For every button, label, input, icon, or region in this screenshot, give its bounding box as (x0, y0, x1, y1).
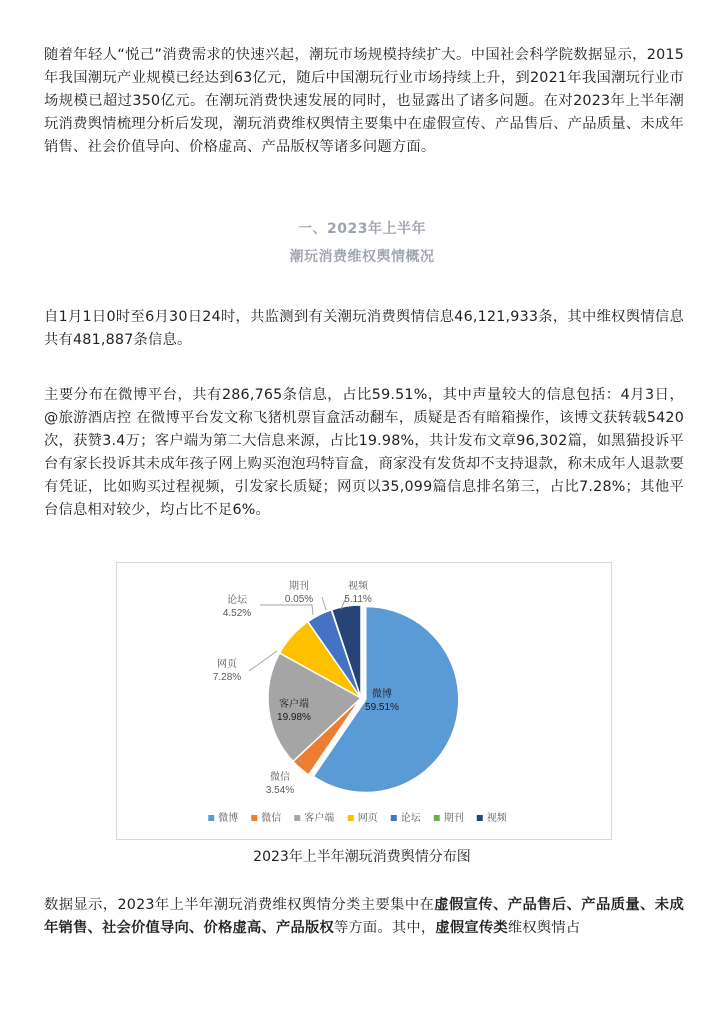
classification-text-e: 维权舆情占 (507, 920, 581, 936)
chart-caption: 2023年上半年潮玩消费舆情分布图 (253, 849, 471, 865)
pie-category-label-1: 微博 (372, 689, 392, 700)
legend-label-4: 网页 (357, 813, 378, 824)
legend-swatch-3 (294, 815, 300, 821)
pie-category-label-4: 网页 (217, 659, 237, 670)
pie-leader-line-6 (322, 597, 326, 610)
pie-chart-frame (116, 562, 612, 840)
section-heading-line1: 一、2023年上半年 (298, 221, 426, 237)
pie-value-label-2: 3.54% (265, 785, 295, 796)
pie-category-label-7: 视频 (348, 581, 368, 592)
legend-label-5: 论坛 (400, 813, 421, 824)
pie-leader-line-5 (260, 605, 313, 615)
legend-label-6: 期刊 (443, 813, 464, 824)
monitoring-paragraph: 自1月1日0时至6月30日24时，共监测到有关潮玩消费舆情信息46,121,933条，其中维权舆情信息共有481,887条信息。 (44, 309, 684, 348)
pie-category-label-2: 微信 (270, 772, 290, 783)
intro-paragraph: 随着年轻人“悦己”消费需求的快速兴起，潮玩市场规模持续扩大。中国社会科学院数据显示，2015年我国潮玩产业规模已经达到63亿元，随后中国潮玩行业市场持续上升，到2021年我国潮玩行业市场规模已超过350亿元。在潮玩消费快速发展的同时，也显露出了诸多问题。在对2023年上半年潮玩消费舆情梳理分析后发现，潮玩消费维权舆情主要集中在虚假宣传、产品售后、产品质量、未成年销售、社会价值导向、价格虚高、产品版权等诸多问题方面。 (44, 47, 684, 155)
legend-label-7: 视频 (486, 813, 507, 824)
legend-swatch-2 (251, 815, 257, 821)
legend-swatch-1 (208, 815, 214, 821)
pie-value-label-3: 19.98% (277, 712, 311, 723)
legend-swatch-4 (348, 815, 354, 821)
pie-value-label-6: 0.05% (284, 594, 314, 605)
classification-categories-bold: 虚假宣传、产品售后、产品质量、未成年销售、社会价值导向、价格虚高、产品版权 (44, 897, 685, 936)
classification-text-c: 等方面。其中， (333, 920, 436, 936)
legend-swatch-6 (434, 815, 440, 821)
pie-value-label-7: 5.11% (344, 594, 372, 605)
classification-paragraph (44, 894, 684, 940)
pie-value-label-4: 7.28% (212, 672, 242, 683)
legend-swatch-7 (477, 815, 483, 821)
legend-label-3: 客户端 (304, 813, 335, 824)
distribution-paragraph: 主要分布在微博平台，共有286,765条信息，占比59.51%，其中声量较大的信息包括：4月3日，@旅游酒店控 在微博平台发文称飞猪机票盲盒活动翻车，质疑是否有暗箱操作，该博文获转载5420次，获赞3.4万；客户端为第二大信息来源，占比19.98%，共计发布文章96,302篇，如黑猫投诉平台有家长投诉其未成年孩子网上购买泡泡玛特盲盒，商家没有发货却不支持退款，称未成年人退款要有凭证，比如购买过程视频，引发家长质疑；网页以35,099篇信息排名第三，占比7.28%；其他平台信息相对较少，均占比不足6%。 (44, 387, 684, 518)
classification-text-a: 数据显示，2023年上半年潮玩消费维权舆情分类主要集中在 (44, 897, 435, 913)
false-advertising-bold: 虚假宣传类 (435, 920, 508, 936)
legend-label-1: 微博 (218, 813, 239, 824)
legend-swatch-5 (391, 815, 397, 821)
pie-value-label-1: 59.51% (365, 702, 399, 713)
pie-value-label-5: 4.52% (222, 608, 252, 619)
pie-category-label-5: 论坛 (227, 595, 247, 606)
section-heading-line2: 潮玩消费维权舆情概况 (289, 249, 435, 265)
pie-category-label-6: 期刊 (289, 581, 309, 592)
pie-chart (117, 563, 611, 839)
pie-category-label-3: 客户端 (279, 699, 309, 710)
legend-label-2: 微信 (261, 813, 282, 824)
